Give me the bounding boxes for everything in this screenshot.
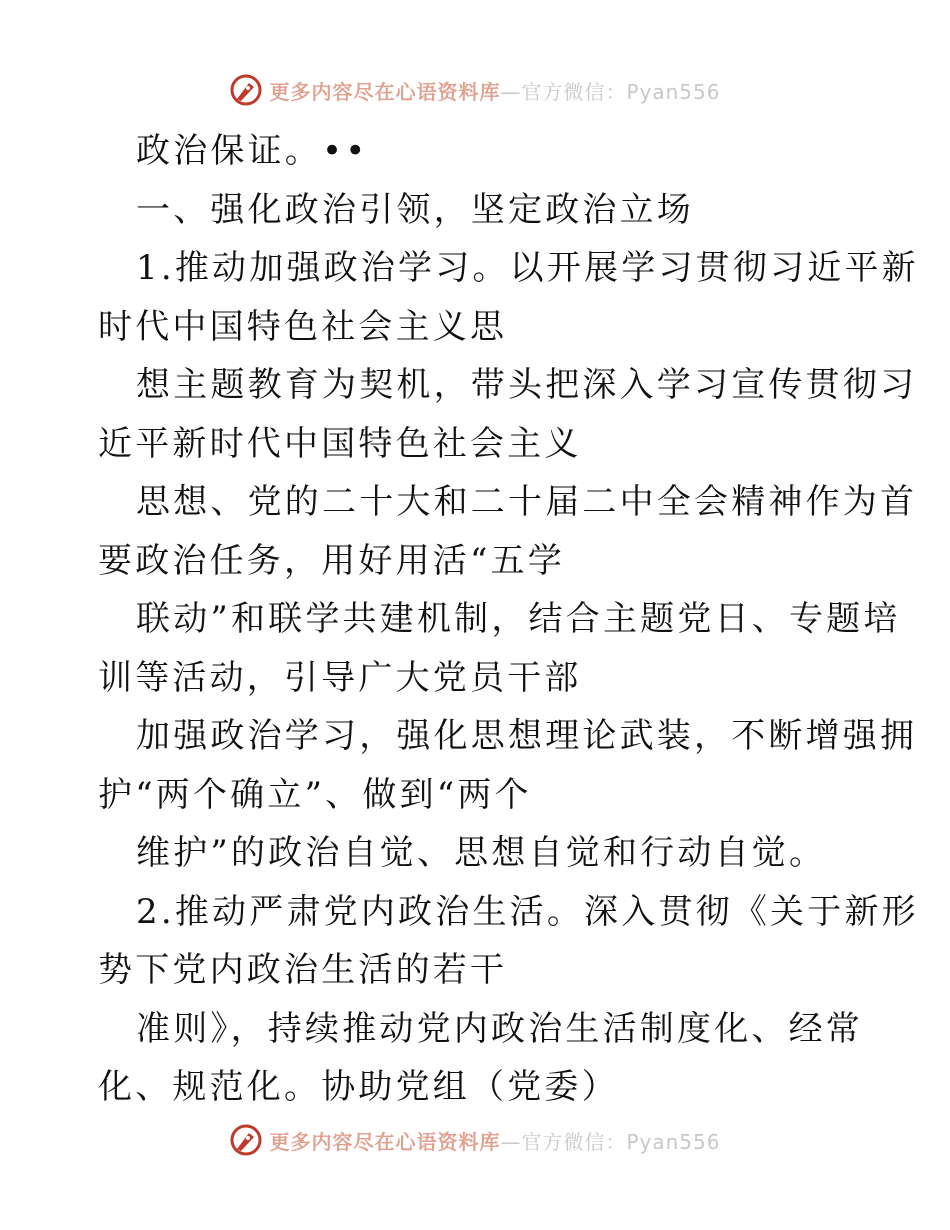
watermark-site: 更多内容尽在心语资料库 <box>269 79 501 104</box>
header-watermark <box>0 68 950 112</box>
body-line-4: 时代中国特色社会主义思 <box>98 306 508 347</box>
body-line-1: 政治保证。•• <box>136 131 369 171</box>
section-heading: 一、强化政治引领，坚定政治立场 <box>136 189 694 230</box>
body-line-9: 联动”和联学共建机制，结合主题党日、专题培 <box>136 599 901 639</box>
watermark-contact: —官方微信：Pyan556 <box>500 1129 721 1154</box>
body-line-11: 加强政治学习，强化思想理论武装，不断增强拥 <box>136 716 918 756</box>
body-line-7: 思想、党的二十大和二十届二中全会精神作为首 <box>136 482 918 522</box>
body-line-5: 想主题教育为契机，带头把深入学习宣传贯彻习 <box>136 365 918 405</box>
footer-watermark <box>0 1118 950 1162</box>
body-line-3: 1.推动加强政治学习。以开展学习贯彻习近平新 <box>136 248 919 288</box>
document-body <box>98 122 919 1117</box>
body-line-10: 训等活动，引导广大党员干部 <box>98 657 582 698</box>
body-line-12: 护“两个确立”、做到“两个 <box>98 774 532 815</box>
watermark-text <box>269 1126 720 1155</box>
body-line-6: 近平新时代中国特色社会主义 <box>98 423 582 464</box>
watermark-site: 更多内容尽在心语资料库 <box>269 1129 501 1154</box>
body-line-14: 2.推动严肃党内政治生活。深入贯彻《关于新形 <box>136 891 919 932</box>
watermark-contact: —官方微信：Pyan556 <box>500 79 721 104</box>
body-line-16: 准则》，持续推动党内政治生活制度化、经常 <box>136 1008 863 1049</box>
body-line-15: 势下党内政治生活的若干 <box>98 950 508 990</box>
body-line-17: 化、规范化。协助党组（党委） <box>98 1067 619 1107</box>
body-line-13: 维护”的政治自觉、思想自觉和行动自觉。 <box>136 833 827 873</box>
pen-nib-circle-icon <box>229 73 263 107</box>
pen-nib-circle-icon <box>229 1123 263 1157</box>
body-line-8: 要政治任务，用好用活“五学 <box>98 540 565 581</box>
watermark-text <box>269 76 720 105</box>
